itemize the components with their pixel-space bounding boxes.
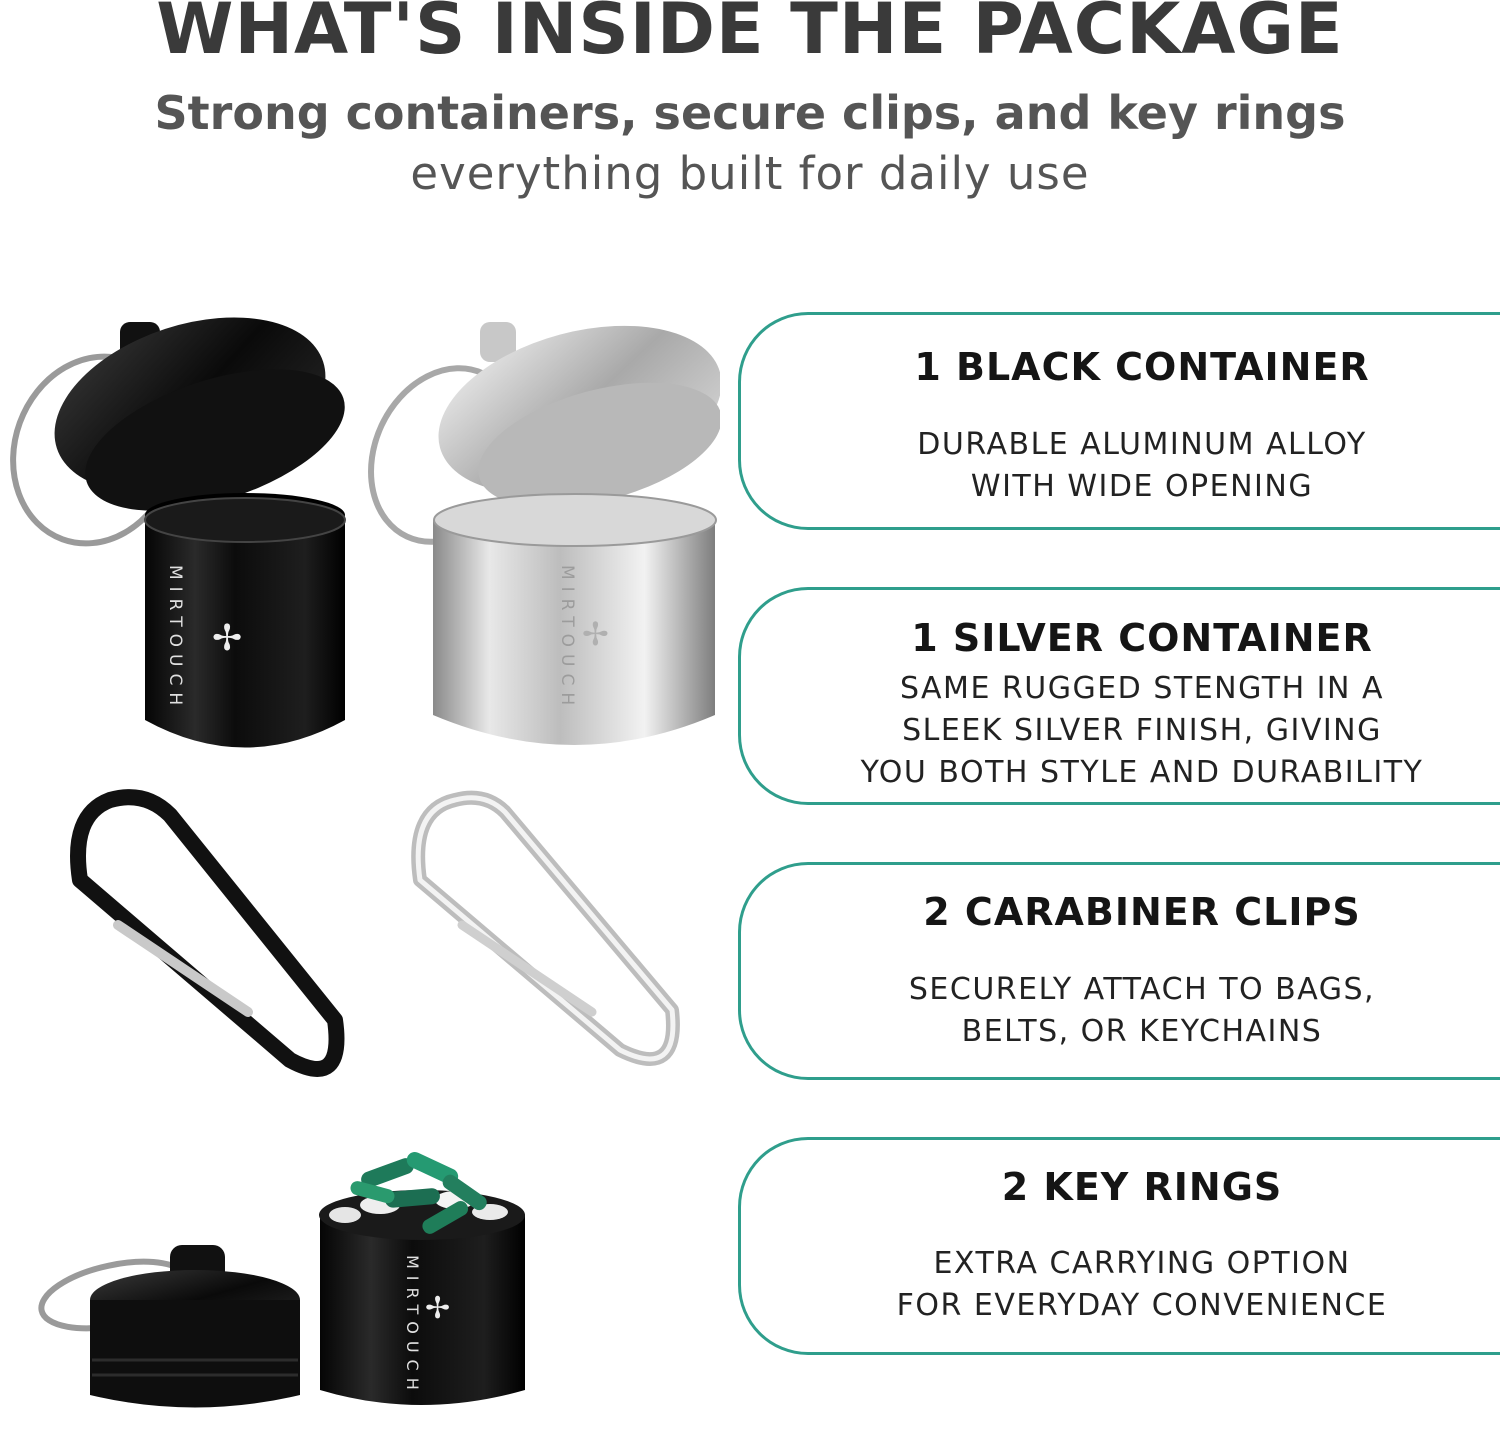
feature-description: SECURELY ATTACH TO BAGS, BELTS, OR KEYCHAINS bbox=[908, 972, 1376, 1049]
open-container-with-pills-image bbox=[35, 1149, 525, 1407]
feature-card-silver-container bbox=[738, 587, 1500, 805]
silver-container-logo-text: MIRTOUCH bbox=[557, 565, 577, 713]
feature-title: 2 CARABINER CLIPS bbox=[923, 890, 1361, 934]
pill-container-logo-text: MIRTOUCH bbox=[403, 1255, 422, 1397]
feature-card-key-rings bbox=[738, 1137, 1500, 1355]
black-container-image bbox=[0, 286, 362, 748]
feature-card-carabiner-clips bbox=[738, 862, 1500, 1080]
feature-description: DURABLE ALUMINUM ALLOY WITH WIDE OPENING bbox=[917, 427, 1367, 504]
feature-title: 2 KEY RINGS bbox=[1001, 1165, 1283, 1209]
black-carabiner-image bbox=[78, 797, 337, 1069]
page-title: WHAT'S INSIDE THE PACKAGE bbox=[156, 0, 1344, 70]
page-subtitle: Strong containers, secure clips, and key rings bbox=[154, 86, 1346, 140]
silver-container-image bbox=[344, 297, 720, 745]
logo-icon: ✢ bbox=[582, 615, 609, 653]
logo-icon: ✢ bbox=[425, 1291, 451, 1326]
silver-carabiner-image bbox=[418, 798, 673, 1059]
feature-description: SAME RUGGED STENGTH IN A SLEEK SILVER FINISH, GIVING YOU BOTH STYLE AND DURABILITY bbox=[860, 671, 1424, 790]
feature-title: 1 BLACK CONTAINER bbox=[914, 345, 1370, 389]
feature-card-black-container bbox=[738, 312, 1500, 530]
feature-title: 1 SILVER CONTAINER bbox=[911, 616, 1373, 660]
page-tagline: everything built for daily use bbox=[410, 147, 1090, 200]
logo-icon: ✢ bbox=[212, 618, 243, 659]
feature-description: EXTRA CARRYING OPTION FOR EVERYDAY CONVENIENCE bbox=[896, 1246, 1388, 1323]
black-container-logo-text: MIRTOUCH bbox=[165, 565, 185, 713]
products-svg bbox=[0, 0, 720, 1431]
